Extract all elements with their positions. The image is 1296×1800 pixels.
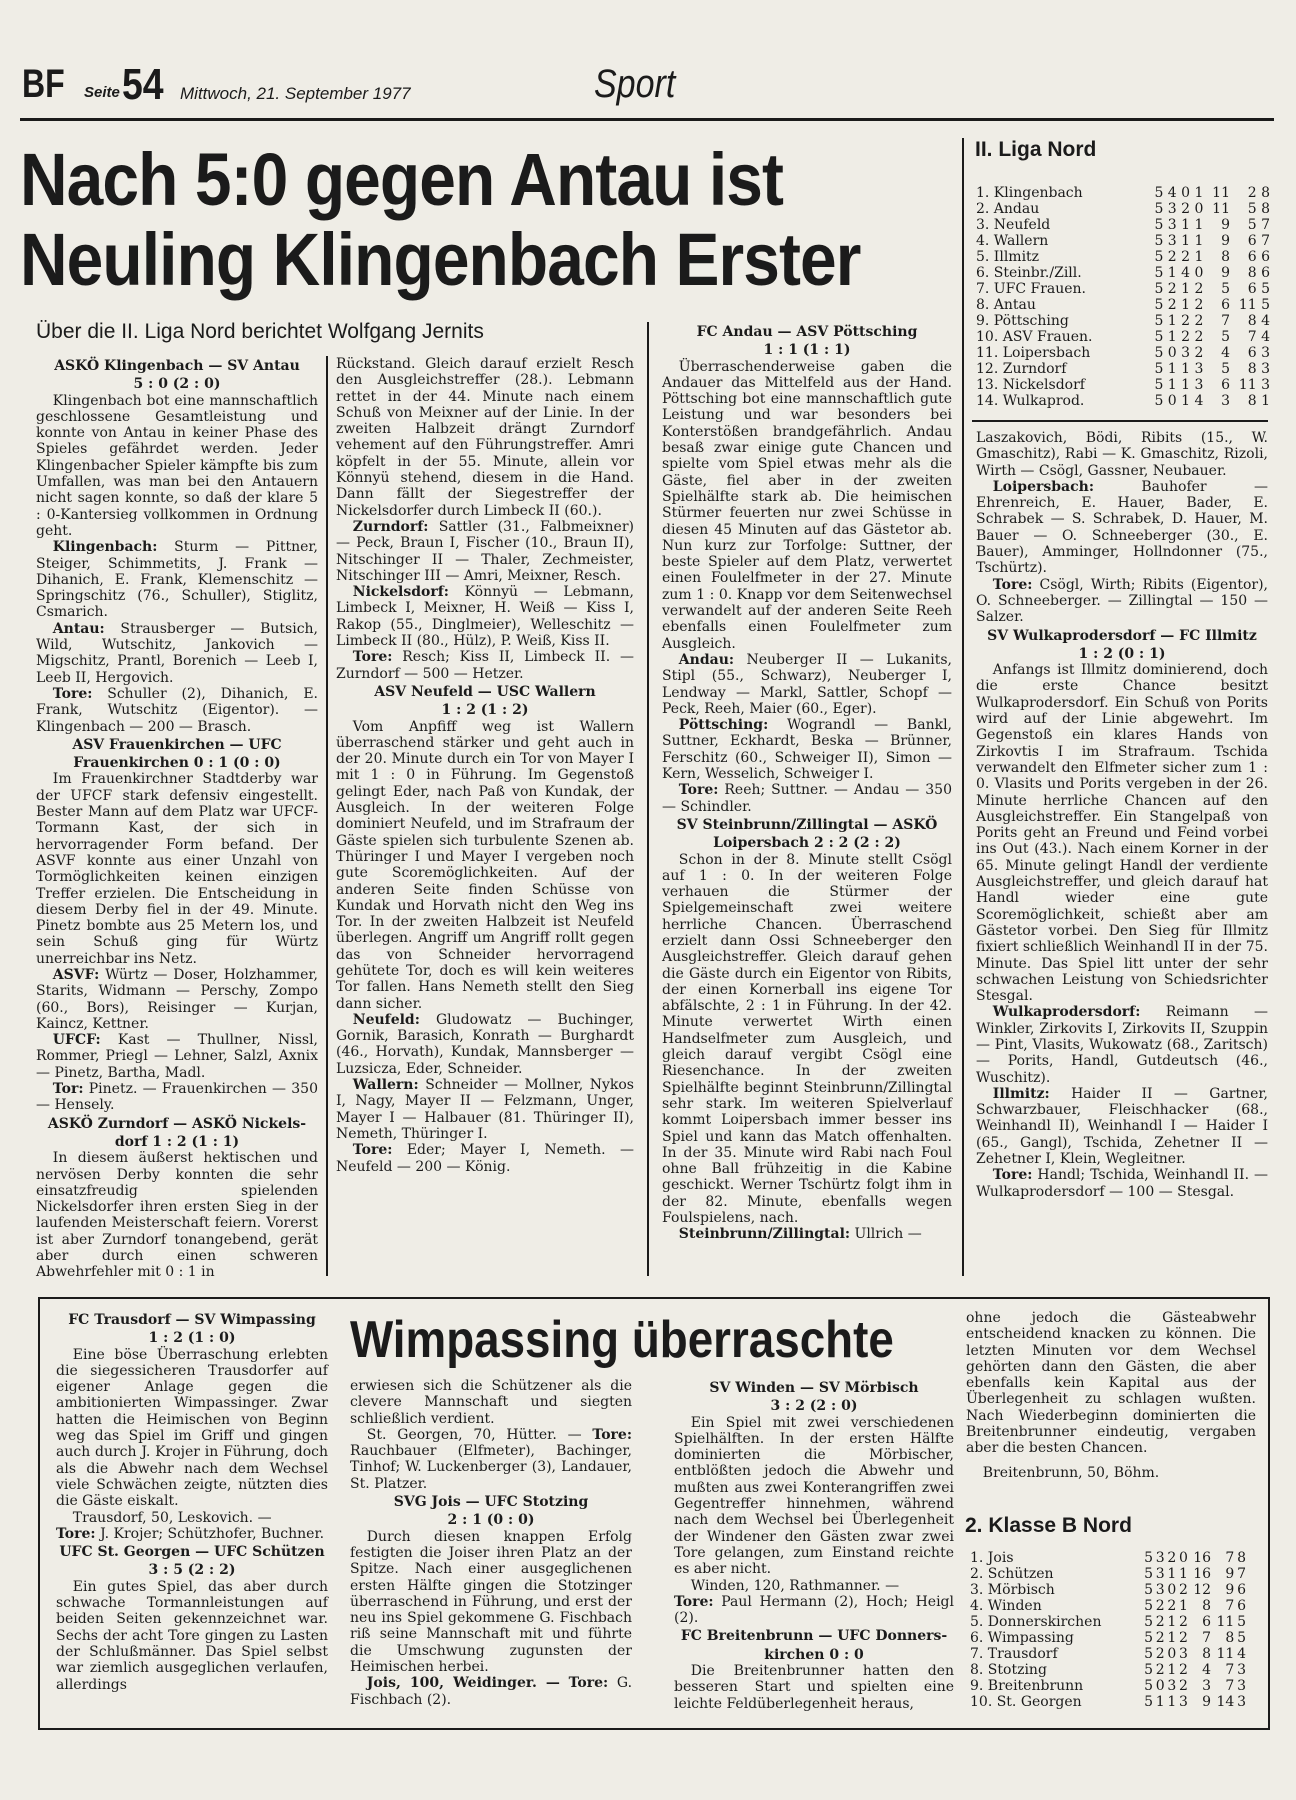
table-row bbox=[970, 1646, 1246, 1662]
stat-cell: 1 bbox=[1167, 1614, 1177, 1630]
stat-cell: 1 bbox=[1155, 1694, 1165, 1710]
stat-cell: 2 bbox=[1181, 313, 1191, 329]
stat-cell: 3 bbox=[1261, 345, 1270, 361]
stat-cell: 4 bbox=[1202, 1662, 1212, 1678]
stat-cell: 2 bbox=[1178, 1630, 1188, 1646]
stat-cell: 16 bbox=[1193, 1550, 1212, 1566]
team-cell: 6. Steinbr./Zill. bbox=[976, 265, 1082, 281]
stat-cell: 9 bbox=[1202, 1694, 1212, 1710]
stat-cell: 5 bbox=[1261, 281, 1270, 297]
stat-cell: 0 bbox=[1167, 1582, 1177, 1598]
stat-cell: 1 bbox=[1194, 185, 1204, 201]
stat-cell: 2 bbox=[1194, 313, 1204, 329]
stat-cell: 3 bbox=[1261, 361, 1270, 377]
column-divider bbox=[962, 138, 964, 1276]
brand-logo: BF bbox=[22, 62, 65, 106]
box-column-3: SV Winden — SV Mörbisch 3 : 2 (2 : 0) Ein Spiel mit zwei verschiedenen Spielhälften. In der ersten Hälfte dominierten die Mörbischer, entblößten jedoch die Abwehr und mußten aus zwei Konterangriffen zwei Gegentreffer hinnehmen, während nach dem Wechsel bei Überlegenheit der Windener den Gästen zwar zwei Tore gelangen, zum Einstand reichte es aber nicht. Winden, 120, Rathmanner. — Tore: Paul Hermann (2), Hoch; Heigl (2). FC Breitenbrunn — UFC Donners- kirchen 0 : 0 Die Breitenbrunner hatten den besseren Start und spielten eine leichte Feldüberlegenheit heraus, bbox=[674, 1380, 954, 1712]
stat-cell: 8 bbox=[1247, 265, 1257, 281]
stat-cell: 7 bbox=[1221, 313, 1230, 329]
stat-cell: 4 bbox=[1261, 329, 1270, 345]
stat-cell: 0 bbox=[1167, 393, 1177, 409]
stat-cell: 6 bbox=[1261, 249, 1270, 265]
stat-cell: 1 bbox=[1167, 1630, 1177, 1646]
stat-cell: 2 bbox=[1155, 1630, 1165, 1646]
page-number: 54 bbox=[122, 60, 164, 109]
stat-cell: 1 bbox=[1194, 217, 1204, 233]
stat-cell: 5 bbox=[1154, 313, 1164, 329]
stat-cell: 2 bbox=[1167, 1550, 1177, 1566]
stat-cell: 5 bbox=[1237, 1630, 1246, 1646]
stat-cell: 8 bbox=[1247, 361, 1257, 377]
stat-cell: 4 bbox=[1194, 393, 1204, 409]
stat-cell: 8 bbox=[1261, 185, 1270, 201]
stat-cell: 6 bbox=[1221, 377, 1230, 393]
stat-cell: 1 bbox=[1194, 249, 1204, 265]
page-label: Seite bbox=[84, 84, 120, 101]
stat-cell: 3 bbox=[1237, 1662, 1246, 1678]
stat-cell: 6 bbox=[1221, 297, 1230, 313]
stat-cell: 2 bbox=[1181, 329, 1191, 345]
table-row bbox=[970, 1678, 1246, 1694]
stat-cell: 6 bbox=[1237, 1582, 1246, 1598]
team-cell: 2. Schützen bbox=[970, 1566, 1054, 1582]
table-row bbox=[976, 393, 1270, 409]
page-header bbox=[22, 62, 1272, 118]
stat-cell: 1 bbox=[1194, 233, 1204, 249]
team-cell: 14. Wulkaprod. bbox=[976, 393, 1085, 409]
stat-cell: 0 bbox=[1181, 185, 1191, 201]
stat-cell: 3 bbox=[1261, 377, 1270, 393]
stat-cell: 0 bbox=[1178, 1550, 1188, 1566]
stat-cell: 8 bbox=[1221, 249, 1230, 265]
stat-cell: 6 bbox=[1247, 233, 1257, 249]
team-cell: 5. Illmitz bbox=[976, 249, 1040, 265]
stat-cell: 5 bbox=[1144, 1582, 1153, 1598]
table-row bbox=[976, 361, 1270, 377]
stat-cell: 7 bbox=[1225, 1598, 1235, 1614]
main-headline: Nach 5:0 gegen Antau ist Neuling Klingenbach Erster bbox=[20, 138, 861, 301]
team-cell: 2. Andau bbox=[976, 201, 1040, 217]
stat-cell: 2 bbox=[1181, 201, 1191, 217]
stat-cell: 2 bbox=[1194, 281, 1204, 297]
team-cell: 10. ASV Frauen. bbox=[976, 329, 1093, 345]
stat-cell: 3 bbox=[1181, 345, 1191, 361]
team-cell: 10. St. Georgen bbox=[970, 1694, 1082, 1710]
table-row bbox=[976, 201, 1270, 217]
stat-cell: 4 bbox=[1237, 1646, 1246, 1662]
stat-cell: 1 bbox=[1181, 217, 1191, 233]
byline: Über die II. Liga Nord berichtet Wolfgang Jernits bbox=[36, 320, 484, 343]
class-table bbox=[970, 1550, 1246, 1710]
stat-cell: 0 bbox=[1155, 1678, 1165, 1694]
stat-cell: 8 bbox=[1261, 201, 1270, 217]
stat-cell: 9 bbox=[1225, 1582, 1235, 1598]
stat-cell: 2 bbox=[1155, 1646, 1165, 1662]
team-cell: 7. Trausdorf bbox=[970, 1646, 1058, 1662]
stat-cell: 3 bbox=[1167, 217, 1177, 233]
stat-cell: 5 bbox=[1237, 1614, 1246, 1630]
stat-cell: 9 bbox=[1225, 1566, 1235, 1582]
stat-cell: 11 bbox=[1216, 1646, 1235, 1662]
stat-cell: 7 bbox=[1247, 329, 1257, 345]
table-row bbox=[976, 185, 1270, 201]
section-title: Sport bbox=[594, 62, 676, 106]
stat-cell: 3 bbox=[1202, 1678, 1212, 1694]
stat-cell: 5 bbox=[1154, 217, 1164, 233]
stat-cell: 3 bbox=[1237, 1678, 1246, 1694]
stat-cell: 1 bbox=[1167, 313, 1177, 329]
stat-cell: 8 bbox=[1237, 1550, 1246, 1566]
table-row bbox=[976, 329, 1270, 345]
stat-cell: 5 bbox=[1154, 329, 1164, 345]
stat-cell: 5 bbox=[1144, 1678, 1153, 1694]
class-table-title: 2. Klasse B Nord bbox=[965, 1514, 1132, 1537]
table-row bbox=[976, 281, 1270, 297]
stat-cell: 5 bbox=[1154, 297, 1164, 313]
stat-cell: 2 bbox=[1178, 1582, 1188, 1598]
header-rule bbox=[20, 118, 1274, 121]
stat-cell: 2 bbox=[1155, 1614, 1165, 1630]
issue-date: Mittwoch, 21. September 1977 bbox=[180, 84, 411, 103]
stat-cell: 2 bbox=[1155, 1598, 1165, 1614]
team-cell: 8. Antau bbox=[976, 297, 1036, 313]
stat-cell: 3 bbox=[1167, 1678, 1177, 1694]
stat-cell: 5 bbox=[1247, 201, 1257, 217]
table-row bbox=[970, 1566, 1246, 1582]
table-row bbox=[976, 313, 1270, 329]
stat-cell: 7 bbox=[1261, 217, 1270, 233]
team-cell: 3. Neufeld bbox=[976, 217, 1051, 233]
stat-cell: 0 bbox=[1194, 201, 1204, 217]
stat-cell: 3 bbox=[1167, 201, 1177, 217]
stat-cell: 3 bbox=[1155, 1582, 1165, 1598]
stat-cell: 2 bbox=[1167, 249, 1177, 265]
stat-cell: 1 bbox=[1178, 1598, 1188, 1614]
stat-cell: 7 bbox=[1261, 233, 1270, 249]
table-row bbox=[976, 345, 1270, 361]
team-cell: 8. Stotzing bbox=[970, 1662, 1047, 1678]
stat-cell: 1 bbox=[1167, 1662, 1177, 1678]
team-cell: 1. Jois bbox=[970, 1550, 1014, 1566]
article-column-4: Laszakovich, Bödi, Ribits (15., W. Gmaschitz), Rabi — K. Gmaschitz, Rizoli, Wirth — Csögl, Gassner, Neubauer. Loipersbach: Bauhofer — Ehrenreich, E. Hauer, Bader, E. Schrabek — S. Schrabek, D. Hauer, M. Bauer — O. Schneeberger (30., E. Bauer), Amminger, Hollndonner (75., Tschürtz). Tore: Csögl, Wirth; Ribits (Eigentor), O. Schneeberger. — Zillingtal — 150 — Salzer. SV Wulkaprodersdorf — FC Illmitz 1 : 2 (0 : 1) Anfangs ist Illmitz dominierend, doch die erste Chance besitzt Wulkaprodersdorf. Ein Schuß von Porits wird auf der Linie abgewehrt. Im Gegenstoß ein klares Hands von Zirkovtis I im Strafraum. Tschida verwandelt den Elfmeter sicher zum 1 : 0. Vlasits und Porits vergeben in der 26. Minute herrliche Chancen auf den Ausgleichstreffer. Ein Stangelpaß von Porits geht an Freund und Feind vorbei ins Out (43.). Nach einem Korner in der 65. Minute gelingt Handl der verdiente Ausgleichstreffer, und gleich darauf hat Handl wieder eine gute Scoremöglichkeit, schießt aber am Gästetor vorbei. Den Sieg für Illmitz fixiert schließlich Weinhandl II in der 75. Minute. Das Spiel litt unter der sehr schwachen Leistung von Schiedsrichter Stesgal. Wulkaprodersdorf: Reimann — Winkler, Zirkovits I, Zirkovits II, Szuppin — Pint, Vlasits, Wukowatz (68., Zaritsch) — Porits, Handl, Gutdeutsch (46., Wuschitz). Illmitz: Haider II — Gartner, Schwarzbauer, Fleischhacker (68., Weinhandl II), Weinhandl I — Haider I (65., Gangl), Tschida, Zehetner II — Zehetner I, Klein, Wegleitner. Tore: Handl; Tschida, Weinhandl II. — Wulkaprodersdorf — 100 — Stesgal. bbox=[976, 430, 1269, 1200]
table-row bbox=[970, 1598, 1246, 1614]
stat-cell: 11 bbox=[1238, 297, 1257, 313]
stat-cell: 2 bbox=[1155, 1662, 1165, 1678]
class-standings-table bbox=[970, 1550, 1246, 1710]
stat-cell: 3 bbox=[1178, 1646, 1188, 1662]
team-cell: 4. Winden bbox=[970, 1598, 1042, 1614]
box-column-2: erwiesen sich die Schützener als die clevere Mannschaft und siegten schließlich verdient. St. Georgen, 70, Hütter. — Tore: Rauchbauer (Elfmeter), Bachinger, Tinhof; W. Luckenberger (3), Landauer, St. Platzer. SVG Jois — UFC Stotzing 2 : 1 (0 : 0) Durch diesen knappen Erfolg festigten die Joiser ihren Platz an der Spitze. Nach einer ausgeglichenen ersten Hälfte gingen die Stotzinger überraschend in Führung, und erst der neu ins Spiel gekommene G. Fischbach riß seine Mannschaft mit und führte die Umschwung zugunsten der Heimischen herbei. Jois, 100, Weidinger. — Tore: G. Fischbach (2). bbox=[350, 1378, 633, 1708]
stat-cell: 2 bbox=[1178, 1614, 1188, 1630]
box-headline: Wimpassing überraschte bbox=[350, 1311, 894, 1369]
stat-cell: 6 bbox=[1237, 1598, 1246, 1614]
stat-cell: 6 bbox=[1202, 1614, 1212, 1630]
stat-cell: 5 bbox=[1154, 201, 1164, 217]
stat-cell: 1 bbox=[1181, 377, 1191, 393]
stat-cell: 1 bbox=[1167, 377, 1177, 393]
stat-cell: 16 bbox=[1193, 1566, 1212, 1582]
column-divider bbox=[326, 356, 328, 1276]
stat-cell: 1 bbox=[1181, 361, 1191, 377]
table-rule bbox=[972, 420, 1268, 422]
table-row bbox=[970, 1694, 1246, 1710]
stat-cell: 0 bbox=[1194, 265, 1204, 281]
article-column-3: FC Andau — ASV Pöttsching 1 : 1 (1 : 1) Überraschenderweise gaben die Andauer das Mittelfeld aus der Hand. Pöttsching bot eine mannschaftlich gute Leistung und war besonders bei Konterstößen brandgefährlich. Andau besaß zwar einige gute Chancen und spielte vom Spiel etwas mehr als die Gäste, fiel aber in der zweiten Spielhälfte stark ab. Die heimischen Stürmer feuerten nur zwei Schüsse in diesen 45 Minuten auf das Gästetor ab. Nun kurz zur Torfolge: Suttner, der beste Spieler auf dem Platz, verwertet einen Foulelfmeter in der 27. Minute zum 1 : 0. Knapp vor dem Seitenwechsel verwandelt auf der anderen Seite Reeh ebenfalls einen Foulelfmeter zum Ausgleich. Andau: Neuberger II — Lukanits, Stipl (55., Schwarz), Neuberger I, Lendway — Markl, Sattler, Schopf — Peck, Reeh, Maier (60., Eger). Pöttsching: Wograndl — Bankl, Suttner, Eckhardt, Beska — Brünner, Ferschitz (60., Schweiger II), Simon — Kern, Wesselich, Schweiger I. Tore: Reeh; Suttner. — Andau — 350 — Schindler. SV Steinbrunn/Zillingtal — ASKÖ Loipersbach 2 : 2 (2 : 2) Schon in der 8. Minute stellt Csögl auf 1 : 0. In der weiteren Folge verhauen die Stürmer der Spielgemeinschaft zwei weitere herrliche Chancen. Überraschend erzielt dann Ossi Schneeberger den Ausgleichstreffer. Gleich darauf gehen die Gäste durch ein Eigentor von Ribits, der einen Kornerball ins eigene Tor abfälschte, 2 : 1 in Führung. In der 42. Minute verwertet Wirth einen Handselfmeter zum Ausgleich, und gleich darauf vergibt Csögl eine Riesenchance. In der zweiten Spielhälfte beginnt Steinbrunn/Zillingtal sehr stark. Im weiteren Spielverlauf kommt Loipersbach immer besser ins Spiel und kann das Match offenhalten. In der 35. Minute wird Rabi nach Foul ohne Ball frühzeitig in die Kabine geschickt. Werner Tschürtz folgt ihm in der 82. Minute, ebenfalls wegen Foulspielens, nach. Steinbrunn/Zillingtal: Ullrich — bbox=[662, 324, 952, 1243]
stat-cell: 9 bbox=[1221, 233, 1230, 249]
stat-cell: 3 bbox=[1237, 1694, 1246, 1710]
stat-cell: 6 bbox=[1247, 345, 1257, 361]
stat-cell: 2 bbox=[1194, 297, 1204, 313]
stat-cell: 3 bbox=[1194, 377, 1204, 393]
team-cell: 9. Pöttsching bbox=[976, 313, 1069, 329]
team-cell: 11. Loipersbach bbox=[976, 345, 1091, 361]
stat-cell: 0 bbox=[1167, 345, 1177, 361]
league-table bbox=[976, 185, 1270, 409]
stat-cell: 5 bbox=[1144, 1598, 1153, 1614]
stat-cell: 8 bbox=[1247, 393, 1257, 409]
table-row bbox=[970, 1662, 1246, 1678]
box-column-4: ohne jedoch die Gästeabwehr entscheidend knacken zu können. Die letzten Minuten vor dem Wechsel gehörten dann den Gästen, die aber ebenfalls kein Kapital aus der Überlegenheit zu schlagen wußten. Nach Wiederbeginn dominierten die Breitenbrunner eindeutig, vergaben aber die besten Chancen. Breitenbrunn, 50, Böhm. bbox=[966, 1310, 1256, 1481]
stat-cell: 5 bbox=[1154, 281, 1164, 297]
stat-cell: 5 bbox=[1261, 297, 1270, 313]
stat-cell: 11 bbox=[1212, 185, 1230, 201]
stat-cell: 14 bbox=[1216, 1694, 1235, 1710]
table-row bbox=[970, 1550, 1246, 1566]
stat-cell: 2 bbox=[1167, 297, 1177, 313]
stat-cell: 1 bbox=[1167, 265, 1177, 281]
stat-cell: 1 bbox=[1167, 1566, 1177, 1582]
stat-cell: 9 bbox=[1221, 265, 1230, 281]
stat-cell: 5 bbox=[1154, 345, 1164, 361]
stat-cell: 5 bbox=[1144, 1630, 1153, 1646]
stat-cell: 5 bbox=[1154, 265, 1164, 281]
standings-table bbox=[976, 185, 1270, 409]
stat-cell: 12 bbox=[1193, 1582, 1212, 1598]
stat-cell: 3 bbox=[1178, 1694, 1188, 1710]
stat-cell: 3 bbox=[1221, 393, 1230, 409]
stat-cell: 2 bbox=[1194, 329, 1204, 345]
stat-cell: 4 bbox=[1167, 185, 1177, 201]
stat-cell: 9 bbox=[1221, 217, 1230, 233]
stat-cell: 1 bbox=[1181, 281, 1191, 297]
table-row bbox=[970, 1582, 1246, 1598]
stat-cell: 7 bbox=[1237, 1566, 1246, 1582]
team-cell: 3. Mörbisch bbox=[970, 1582, 1055, 1598]
stat-cell: 5 bbox=[1221, 361, 1230, 377]
stat-cell: 5 bbox=[1144, 1646, 1153, 1662]
team-cell: 5. Donnerskirchen bbox=[970, 1614, 1102, 1630]
table-row bbox=[976, 377, 1270, 393]
team-cell: 12. Zurndorf bbox=[976, 361, 1067, 377]
league-table-title: II. Liga Nord bbox=[975, 138, 1097, 161]
stat-cell: 7 bbox=[1225, 1678, 1235, 1694]
column-divider bbox=[647, 322, 649, 1276]
stat-cell: 5 bbox=[1154, 393, 1164, 409]
team-cell: 13. Nickelsdorf bbox=[976, 377, 1085, 393]
article-column-2: Rückstand. Gleich darauf erzielt Resch den Ausgleichstreffer (28.). Lebmann rettet in der 44. Minute nach einem Schuß von Meixner auf der Linie. In der zweiten Halbzeit drängt Zurndorf vehement auf den Führungstreffer. Amri köpfelt in der 55. Minute, allein vor Könnyü stehend, diesem in die Hand. Dann fällt der Siegestreffer der Nickelsdorfer durch Limbeck II (60.). Zurndorf: Sattler (31., Falbmeixner) — Peck, Braun I, Fischer (10., Braun II), Nitschinger II — Thaler, Zechmeister, Nitschinger III — Amri, Meixner, Resch. Nickelsdorf: Könnyü — Lebmann, Limbeck I, Meixner, H. Weiß — Kiss I, Rakop (55., Dinglmeier), Welleschitz — Limbeck II (80., Hülz), P. Weiß, Kiss II. Tore: Resch; Kiss II, Limbeck II. — Zurndorf — 500 — Hetzer. ASV Neufeld — USC Wallern 1 : 2 (1 : 2) Vom Anpfiff weg ist Wallern überraschend stärker und geht auch in der 20. Minute durch ein Tor von Mayer I mit 1 : 0 in Führung. Im Gegenstoß gelingt Eder, nach Paß von Kundak, der Ausgleich. In der weiteren Folge dominiert Neufeld, und im Strafraum der Gäste spielen sich turbulente Szenen ab. Thüringer I und Mayer I vergeben noch gute Scoremöglichkeiten. Auf der anderen Seite finden Schüsse von Kundak und Horvath nicht den Weg ins Tor. In der zweiten Halbzeit ist Neufeld überlegen. Angriff um Angriff rollt gegen das von Schneider hervorragend gehütete Tor, doch es will kein weiteres Tor fallen. Hans Nemeth stellt den Sieg dann sicher. Neufeld: Gludowatz — Buchinger, Gornik, Barasich, Konrath — Burghardt (46., Horvath), Kundak, Mannsberger — Luzsicza, Eder, Schneider. Wallern: Schneider — Mollner, Nykos I, Nagy, Mayer II — Felzmann, Unger, Mayer I — Halbauer (81. Thüringer II), Nemeth, Thüringer I. Tore: Eder; Mayer I, Nemeth. — Neufeld — 200 — König. bbox=[336, 356, 635, 1175]
stat-cell: 2 bbox=[1167, 281, 1177, 297]
stat-cell: 3 bbox=[1167, 233, 1177, 249]
table-row bbox=[970, 1614, 1246, 1630]
stat-cell: 5 bbox=[1144, 1662, 1153, 1678]
stat-cell: 2 bbox=[1178, 1662, 1188, 1678]
stat-cell: 5 bbox=[1144, 1550, 1153, 1566]
stat-cell: 2 bbox=[1178, 1678, 1188, 1694]
stat-cell: 6 bbox=[1247, 281, 1257, 297]
team-cell: 6. Wimpassing bbox=[970, 1630, 1074, 1646]
stat-cell: 5 bbox=[1221, 329, 1230, 345]
stat-cell: 5 bbox=[1154, 185, 1164, 201]
stat-cell: 1 bbox=[1167, 329, 1177, 345]
stat-cell: 1 bbox=[1181, 393, 1191, 409]
team-cell: 7. UFC Frauen. bbox=[976, 281, 1087, 297]
stat-cell: 1 bbox=[1181, 233, 1191, 249]
article-column-1: ASKÖ Klingenbach — SV Antau 5 : 0 (2 : 0) Klingenbach bot eine mannschaftlich geschlossene Gesamtleistung und konnte von Antau in keiner Phase des Spieles gefährdet werden. Jeder Klingenbacher Spieler kämpfte bis zum Umfallen, was man bei den Antauern nicht sagen konnte, so daß der klare 5 : 0-Kantersieg vollkommen in Ordnung geht. Klingenbach: Sturm — Pittner, Steiger, Schimmetits, J. Frank — Dihanich, E. Frank, Klemenschitz — Springschitz (76., Schuller), Stiglitz, Csmarich. Antau: Strausberger — Butsich, Wild, Wutschitz, Jankovich — Migschitz, Prantl, Borenich — Leeb I, Leeb II, Hergovich. Tore: Schuller (2), Dihanich, E. Frank, Wutschitz (Eigentor). — Klingenbach — 200 — Brasch. ASV Frauenkirchen — UFC Frauenkirchen 0 : 1 (0 : 0) Im Frauenkirchner Stadtderby war der UFCF stark defensiv eingestellt. Bester Mann auf dem Platz war UFCF-Tormann Kast, der sich in hervorragender Form befand. Der ASVF konnte aus einer Unzahl von Tormöglichkeiten keinen einzigen Treffer erzielen. Die Entscheidung in diesem Derby fiel in der 49. Minute. Pinetz bombte aus 25 Metern los, und sein Schuß ging für Würtz unerreichbar ins Netz. ASVF: Würtz — Doser, Holzhammer, Starits, Widmann — Perschy, Zompo (60., Bors), Reisinger — Kurjan, Kaincz, Kettner. UFCF: Kast — Thullner, Nissl, Rommer, Priegl — Lehner, Salzl, Axnix — Pinetz, Bartha, Madl. Tor: Pinetz. — Frauenkirchen — 350 — Hensely. ASKÖ Zurndorf — ASKÖ Nickels- dorf 1 : 2 (1 : 1) In diesem äußerst hektischen und nervösen Derby konnten die sehr einsatzfreudig spielenden Nickelsdorfer ihren ersten Sieg in der laufenden Meisterschaft feiern. Vorerst ist aber Zurndorf tonangebend, gerät aber durch einen schweren Abwehrfehler mit 0 : 1 in bbox=[36, 358, 319, 1281]
stat-cell: 8 bbox=[1202, 1646, 1212, 1662]
stat-cell: 11 bbox=[1212, 201, 1230, 217]
stat-cell: 5 bbox=[1154, 249, 1164, 265]
box-column-1: FC Trausdorf — SV Wimpassing 1 : 2 (1 : 0) Eine böse Überraschung erlebten die siegessicheren Trausdorfer auf eigener Anlage gegen die ambitionierten Wimpassinger. Zwar hatten die Heimischen von Beginn weg das Spiel im Griff und gingen auch durch J. Krojer in Führung, doch als die Abwehr nach dem Wechsel viele Schwächen zeigte, nützten dies die Gäste eiskalt. Trausdorf, 50, Leskovich. — Tore: J. Krojer; Schützhofer, Buchner. UFC St. Georgen — UFC Schützen 3 : 5 (2 : 2) Ein gutes Spiel, das aber durch schwache Tormannleistungen auf beiden Seiten gekennzeichnet war. Sechs der acht Tore gingen zu Lasten der Schlußmänner. Das Spiel selbst war ziemlich ausgeglichen verlaufen, allerdings bbox=[56, 1312, 328, 1693]
table-row bbox=[976, 217, 1270, 233]
stat-cell: 5 bbox=[1154, 361, 1164, 377]
team-cell: 1. Klingenbach bbox=[976, 185, 1083, 201]
stat-cell: 2 bbox=[1194, 345, 1204, 361]
stat-cell: 6 bbox=[1247, 249, 1257, 265]
team-cell: 9. Breitenbrunn bbox=[970, 1678, 1084, 1694]
stat-cell: 5 bbox=[1247, 217, 1257, 233]
stat-cell: 8 bbox=[1225, 1630, 1235, 1646]
stat-cell: 2 bbox=[1181, 249, 1191, 265]
table-row bbox=[976, 265, 1270, 281]
stat-cell: 1 bbox=[1167, 361, 1177, 377]
stat-cell: 2 bbox=[1247, 185, 1257, 201]
stat-cell: 5 bbox=[1144, 1694, 1153, 1710]
stat-cell: 3 bbox=[1194, 361, 1204, 377]
stat-cell: 8 bbox=[1202, 1598, 1212, 1614]
stat-cell: 0 bbox=[1167, 1646, 1177, 1662]
stat-cell: 1 bbox=[1178, 1566, 1188, 1582]
table-row bbox=[970, 1630, 1246, 1646]
stat-cell: 3 bbox=[1155, 1550, 1165, 1566]
stat-cell: 5 bbox=[1154, 377, 1164, 393]
stat-cell: 1 bbox=[1167, 1694, 1177, 1710]
stat-cell: 4 bbox=[1181, 265, 1191, 281]
table-row bbox=[976, 233, 1270, 249]
stat-cell: 5 bbox=[1221, 281, 1230, 297]
stat-cell: 11 bbox=[1216, 1614, 1235, 1630]
stat-cell: 3 bbox=[1155, 1566, 1165, 1582]
stat-cell: 7 bbox=[1225, 1662, 1235, 1678]
stat-cell: 7 bbox=[1202, 1630, 1212, 1646]
stat-cell: 11 bbox=[1238, 377, 1257, 393]
table-row bbox=[976, 297, 1270, 313]
stat-cell: 5 bbox=[1154, 233, 1164, 249]
stat-cell: 1 bbox=[1181, 297, 1191, 313]
stat-cell: 4 bbox=[1221, 345, 1230, 361]
table-row bbox=[976, 249, 1270, 265]
stat-cell: 7 bbox=[1225, 1550, 1235, 1566]
stat-cell: 1 bbox=[1261, 393, 1270, 409]
stat-cell: 8 bbox=[1247, 313, 1257, 329]
stat-cell: 2 bbox=[1167, 1598, 1177, 1614]
team-cell: 4. Wallern bbox=[976, 233, 1049, 249]
stat-cell: 5 bbox=[1144, 1566, 1153, 1582]
stat-cell: 6 bbox=[1261, 265, 1270, 281]
stat-cell: 4 bbox=[1261, 313, 1270, 329]
stat-cell: 5 bbox=[1144, 1614, 1153, 1630]
